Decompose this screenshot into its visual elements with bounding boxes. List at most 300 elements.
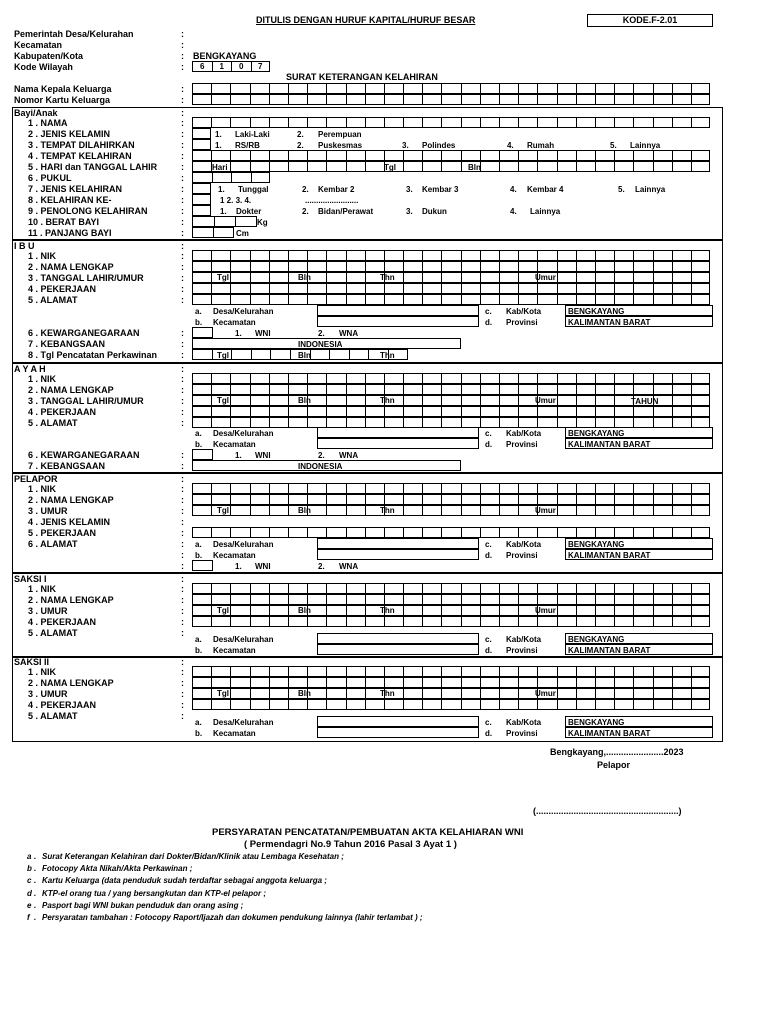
char-box[interactable] (211, 666, 230, 677)
pelapor-nama-input[interactable] (192, 494, 710, 505)
char-box[interactable] (288, 283, 307, 294)
char-box[interactable] (326, 666, 345, 677)
char-box[interactable] (403, 117, 422, 128)
char-box[interactable] (557, 483, 576, 494)
char-box[interactable] (518, 83, 537, 94)
char-box[interactable] (557, 677, 576, 688)
char-box[interactable] (422, 294, 441, 305)
char-box[interactable] (326, 677, 345, 688)
char-box[interactable] (192, 216, 214, 227)
char-box[interactable] (480, 272, 499, 283)
char-box[interactable] (422, 161, 441, 172)
char-box[interactable] (192, 283, 211, 294)
char-box[interactable] (288, 699, 307, 710)
char-box[interactable] (211, 594, 230, 605)
char-box[interactable] (211, 250, 230, 261)
char-box[interactable] (595, 161, 614, 172)
char-box[interactable] (499, 283, 518, 294)
kode-wilayah-boxes[interactable] (192, 61, 270, 72)
char-box[interactable] (346, 150, 365, 161)
char-box[interactable] (653, 261, 672, 272)
char-box[interactable] (441, 666, 460, 677)
char-box[interactable] (518, 594, 537, 605)
char-box[interactable] (653, 161, 672, 172)
char-box[interactable] (595, 250, 614, 261)
char-box[interactable] (192, 117, 211, 128)
char-box[interactable] (214, 216, 236, 227)
char-box[interactable] (480, 494, 499, 505)
char-box[interactable] (211, 117, 230, 128)
char-box[interactable] (250, 494, 269, 505)
char-box[interactable] (653, 406, 672, 417)
char-box[interactable] (269, 688, 288, 699)
char-box[interactable] (326, 261, 345, 272)
bayi-hari-input[interactable] (192, 161, 710, 172)
char-box[interactable] (250, 527, 269, 538)
char-box[interactable] (576, 150, 595, 161)
char-box[interactable] (633, 594, 652, 605)
char-box[interactable] (576, 250, 595, 261)
char-box[interactable] (653, 483, 672, 494)
char-box[interactable] (230, 605, 249, 616)
char-box[interactable] (557, 395, 576, 406)
char-box[interactable] (576, 594, 595, 605)
char-box[interactable] (480, 395, 499, 406)
ayah-nama-input[interactable] (192, 384, 710, 395)
char-box[interactable] (595, 527, 614, 538)
char-box[interactable] (329, 349, 349, 360)
char-box[interactable] (461, 494, 480, 505)
char-box[interactable] (269, 494, 288, 505)
char-box[interactable] (557, 527, 576, 538)
char-box[interactable] (518, 666, 537, 677)
char-box[interactable] (537, 83, 556, 94)
char-box[interactable] (251, 172, 271, 183)
char-box[interactable] (270, 349, 290, 360)
char-box[interactable] (384, 283, 403, 294)
char-box[interactable] (614, 594, 633, 605)
kec-input[interactable] (317, 316, 479, 327)
char-box[interactable] (595, 83, 614, 94)
char-box[interactable] (480, 616, 499, 627)
char-box[interactable] (691, 395, 710, 406)
char-box[interactable] (326, 272, 345, 283)
char-box[interactable] (422, 406, 441, 417)
char-box[interactable] (307, 527, 326, 538)
char-box[interactable] (384, 150, 403, 161)
char-box[interactable] (230, 699, 249, 710)
char-box[interactable] (480, 527, 499, 538)
char-box[interactable] (365, 117, 384, 128)
char-box[interactable] (499, 605, 518, 616)
char-box[interactable] (441, 527, 460, 538)
char-box[interactable] (192, 699, 211, 710)
char-box[interactable] (250, 594, 269, 605)
char-box[interactable] (653, 294, 672, 305)
char-box[interactable] (499, 666, 518, 677)
char-box[interactable] (307, 117, 326, 128)
char-box[interactable] (537, 677, 556, 688)
char-box[interactable] (576, 494, 595, 505)
char-box[interactable] (691, 494, 710, 505)
char-box[interactable] (537, 406, 556, 417)
char-box[interactable] (595, 261, 614, 272)
char-box[interactable] (269, 272, 288, 283)
char-box[interactable] (441, 677, 460, 688)
char-box[interactable] (672, 94, 691, 105)
char-box[interactable] (441, 384, 460, 395)
char-box[interactable] (653, 283, 672, 294)
char-box[interactable] (537, 483, 556, 494)
char-box[interactable] (422, 494, 441, 505)
char-box[interactable] (557, 605, 576, 616)
char-box[interactable] (403, 373, 422, 384)
char-box[interactable] (537, 494, 556, 505)
char-box[interactable] (269, 150, 288, 161)
char-box[interactable] (288, 417, 307, 428)
char-box[interactable] (235, 216, 257, 227)
char-box[interactable] (250, 272, 269, 283)
char-box[interactable] (230, 94, 249, 105)
char-box[interactable] (365, 699, 384, 710)
char-box[interactable] (288, 117, 307, 128)
char-box[interactable] (192, 505, 211, 516)
char-box[interactable] (346, 616, 365, 627)
char-box[interactable] (365, 83, 384, 94)
char-box[interactable] (614, 406, 633, 417)
char-box[interactable] (384, 699, 403, 710)
char-box[interactable] (269, 583, 288, 594)
char-box[interactable] (537, 94, 556, 105)
char-box[interactable] (691, 527, 710, 538)
char-box[interactable] (461, 83, 480, 94)
char-box[interactable] (537, 384, 556, 395)
char-box[interactable] (557, 406, 576, 417)
char-box[interactable] (346, 283, 365, 294)
char-box[interactable] (422, 117, 441, 128)
char-box[interactable] (230, 117, 249, 128)
char-box[interactable] (192, 227, 213, 238)
char-box[interactable] (211, 677, 230, 688)
char-box[interactable] (614, 272, 633, 283)
char-box[interactable] (672, 583, 691, 594)
char-box[interactable] (288, 677, 307, 688)
char-box[interactable] (480, 594, 499, 605)
char-box[interactable] (653, 83, 672, 94)
char-box[interactable] (461, 605, 480, 616)
char-box[interactable] (653, 117, 672, 128)
char-box[interactable] (384, 261, 403, 272)
char-box[interactable] (441, 294, 460, 305)
desa-input[interactable] (317, 633, 479, 644)
char-box[interactable] (557, 83, 576, 94)
char-box[interactable] (672, 373, 691, 384)
char-box[interactable] (691, 505, 710, 516)
char-box[interactable] (691, 261, 710, 272)
char-box[interactable] (403, 699, 422, 710)
char-box[interactable] (672, 250, 691, 261)
char-box[interactable] (633, 699, 652, 710)
char-box[interactable] (346, 294, 365, 305)
char-box[interactable] (480, 150, 499, 161)
char-box[interactable] (307, 594, 326, 605)
char-box[interactable] (480, 384, 499, 395)
char-box[interactable] (346, 373, 365, 384)
char-box[interactable] (480, 261, 499, 272)
char-box[interactable] (365, 616, 384, 627)
kec-input[interactable] (317, 644, 479, 655)
char-box[interactable] (461, 150, 480, 161)
char-box[interactable] (576, 117, 595, 128)
char-box[interactable] (499, 594, 518, 605)
char-box[interactable] (365, 483, 384, 494)
char-box[interactable] (403, 483, 422, 494)
char-box[interactable] (230, 272, 249, 283)
char-box[interactable] (480, 666, 499, 677)
char-box[interactable] (691, 294, 710, 305)
char-box[interactable] (633, 94, 652, 105)
char-box[interactable] (307, 94, 326, 105)
char-box[interactable] (595, 688, 614, 699)
char-box[interactable] (269, 83, 288, 94)
char-box[interactable] (422, 483, 441, 494)
char-box[interactable] (595, 505, 614, 516)
char-box[interactable] (384, 527, 403, 538)
char-box[interactable] (365, 594, 384, 605)
char-box[interactable] (307, 83, 326, 94)
char-box[interactable] (672, 666, 691, 677)
char-box[interactable] (499, 250, 518, 261)
char-box[interactable] (672, 494, 691, 505)
char-box[interactable] (269, 527, 288, 538)
char-box[interactable] (384, 384, 403, 395)
option-box[interactable] (192, 183, 211, 194)
char-box[interactable] (231, 349, 251, 360)
char-box[interactable] (365, 294, 384, 305)
char-box[interactable] (672, 483, 691, 494)
char-box[interactable] (441, 83, 460, 94)
char-box[interactable] (288, 294, 307, 305)
kec-input[interactable] (317, 727, 479, 738)
char-box[interactable] (672, 616, 691, 627)
char-box[interactable] (230, 384, 249, 395)
bayi-nama-input[interactable] (192, 117, 710, 128)
char-box[interactable] (672, 161, 691, 172)
char-box[interactable] (326, 283, 345, 294)
char-box[interactable] (576, 283, 595, 294)
char-box[interactable] (537, 699, 556, 710)
char-box[interactable] (461, 261, 480, 272)
char-box[interactable] (307, 494, 326, 505)
char-box[interactable] (633, 583, 652, 594)
char-box[interactable] (557, 150, 576, 161)
char-box[interactable] (614, 83, 633, 94)
option-box[interactable] (192, 327, 213, 338)
char-box[interactable] (230, 483, 249, 494)
char-box[interactable] (384, 494, 403, 505)
char-box[interactable] (307, 666, 326, 677)
char-box[interactable] (230, 505, 249, 516)
char-box[interactable] (614, 117, 633, 128)
char-box[interactable] (614, 250, 633, 261)
char-box[interactable] (633, 272, 652, 283)
char-box[interactable] (250, 94, 269, 105)
char-box[interactable] (211, 261, 230, 272)
char-box[interactable] (557, 294, 576, 305)
char-box[interactable] (518, 117, 537, 128)
char-box[interactable] (633, 294, 652, 305)
char-box[interactable] (346, 527, 365, 538)
char-box[interactable] (192, 483, 211, 494)
char-box[interactable] (537, 527, 556, 538)
char-box[interactable] (576, 483, 595, 494)
char-box[interactable] (307, 250, 326, 261)
char-box[interactable] (403, 261, 422, 272)
char-box[interactable] (691, 250, 710, 261)
char-box[interactable] (537, 283, 556, 294)
char-box[interactable] (480, 483, 499, 494)
char-box[interactable] (499, 583, 518, 594)
char-box[interactable] (691, 406, 710, 417)
char-box[interactable] (269, 406, 288, 417)
char-box[interactable] (595, 699, 614, 710)
char-box[interactable] (480, 406, 499, 417)
char-box[interactable]: 6 (192, 61, 212, 72)
char-box[interactable] (595, 594, 614, 605)
char-box[interactable] (346, 594, 365, 605)
char-box[interactable] (211, 373, 230, 384)
char-box[interactable] (307, 283, 326, 294)
char-box[interactable] (403, 150, 422, 161)
char-box[interactable] (211, 483, 230, 494)
char-box[interactable] (422, 688, 441, 699)
char-box[interactable] (461, 583, 480, 594)
char-box[interactable] (422, 283, 441, 294)
kec-input[interactable] (317, 438, 479, 449)
char-box[interactable] (288, 483, 307, 494)
char-box[interactable] (422, 666, 441, 677)
char-box[interactable] (346, 117, 365, 128)
char-box[interactable] (461, 666, 480, 677)
char-box[interactable] (441, 583, 460, 594)
char-box[interactable] (653, 384, 672, 395)
ibu-alamat-input[interactable] (192, 294, 710, 305)
char-box[interactable] (518, 699, 537, 710)
char-box[interactable] (326, 294, 345, 305)
char-box[interactable] (614, 94, 633, 105)
char-box[interactable] (211, 406, 230, 417)
char-box[interactable]: 7 (251, 61, 271, 72)
char-box[interactable] (384, 250, 403, 261)
char-box[interactable] (691, 688, 710, 699)
char-box[interactable] (461, 594, 480, 605)
char-box[interactable] (441, 594, 460, 605)
char-box[interactable] (595, 395, 614, 406)
char-box[interactable] (576, 688, 595, 699)
char-box[interactable] (672, 283, 691, 294)
char-box[interactable] (633, 117, 652, 128)
nomor-kk-input[interactable] (192, 94, 710, 105)
char-box[interactable] (441, 373, 460, 384)
char-box[interactable] (384, 117, 403, 128)
char-box[interactable] (691, 272, 710, 283)
char-box[interactable] (614, 294, 633, 305)
char-box[interactable]: 0 (231, 61, 251, 72)
char-box[interactable] (537, 666, 556, 677)
char-box[interactable] (672, 150, 691, 161)
char-box[interactable] (633, 384, 652, 395)
char-box[interactable] (653, 677, 672, 688)
char-box[interactable] (365, 583, 384, 594)
pelapor-umur-input[interactable] (192, 505, 710, 516)
char-box[interactable] (192, 688, 211, 699)
char-box[interactable] (614, 616, 633, 627)
char-box[interactable] (614, 688, 633, 699)
char-box[interactable] (441, 494, 460, 505)
char-box[interactable] (653, 605, 672, 616)
char-box[interactable] (518, 417, 537, 428)
char-box[interactable] (576, 527, 595, 538)
kec-input[interactable] (317, 549, 479, 560)
char-box[interactable] (614, 666, 633, 677)
char-box[interactable] (192, 294, 211, 305)
option-box[interactable] (192, 128, 211, 139)
char-box[interactable] (537, 294, 556, 305)
char-box[interactable] (518, 494, 537, 505)
char-box[interactable] (269, 483, 288, 494)
char-box[interactable] (250, 688, 269, 699)
char-box[interactable] (192, 583, 211, 594)
char-box[interactable] (365, 261, 384, 272)
char-box[interactable] (192, 395, 211, 406)
char-box[interactable] (441, 406, 460, 417)
char-box[interactable] (346, 261, 365, 272)
char-box[interactable] (461, 384, 480, 395)
char-box[interactable] (576, 505, 595, 516)
char-box[interactable] (499, 483, 518, 494)
char-box[interactable] (403, 83, 422, 94)
char-box[interactable] (192, 527, 211, 538)
char-box[interactable] (537, 417, 556, 428)
char-box[interactable] (403, 666, 422, 677)
char-box[interactable] (365, 373, 384, 384)
char-box[interactable] (288, 583, 307, 594)
option-box[interactable] (192, 205, 211, 216)
char-box[interactable] (653, 373, 672, 384)
char-box[interactable] (326, 605, 345, 616)
char-box[interactable] (499, 272, 518, 283)
char-box[interactable] (231, 172, 251, 183)
char-box[interactable] (403, 250, 422, 261)
char-box[interactable] (441, 505, 460, 516)
char-box[interactable] (230, 688, 249, 699)
char-box[interactable] (633, 688, 652, 699)
char-box[interactable] (557, 583, 576, 594)
char-box[interactable] (672, 688, 691, 699)
char-box[interactable] (537, 117, 556, 128)
char-box[interactable] (557, 261, 576, 272)
char-box[interactable] (691, 283, 710, 294)
char-box[interactable] (672, 527, 691, 538)
char-box[interactable] (365, 406, 384, 417)
char-box[interactable] (576, 373, 595, 384)
char-box[interactable] (557, 494, 576, 505)
char-box[interactable] (230, 250, 249, 261)
char-box[interactable] (672, 395, 691, 406)
char-box[interactable] (614, 483, 633, 494)
char-box[interactable] (691, 605, 710, 616)
char-box[interactable] (422, 583, 441, 594)
